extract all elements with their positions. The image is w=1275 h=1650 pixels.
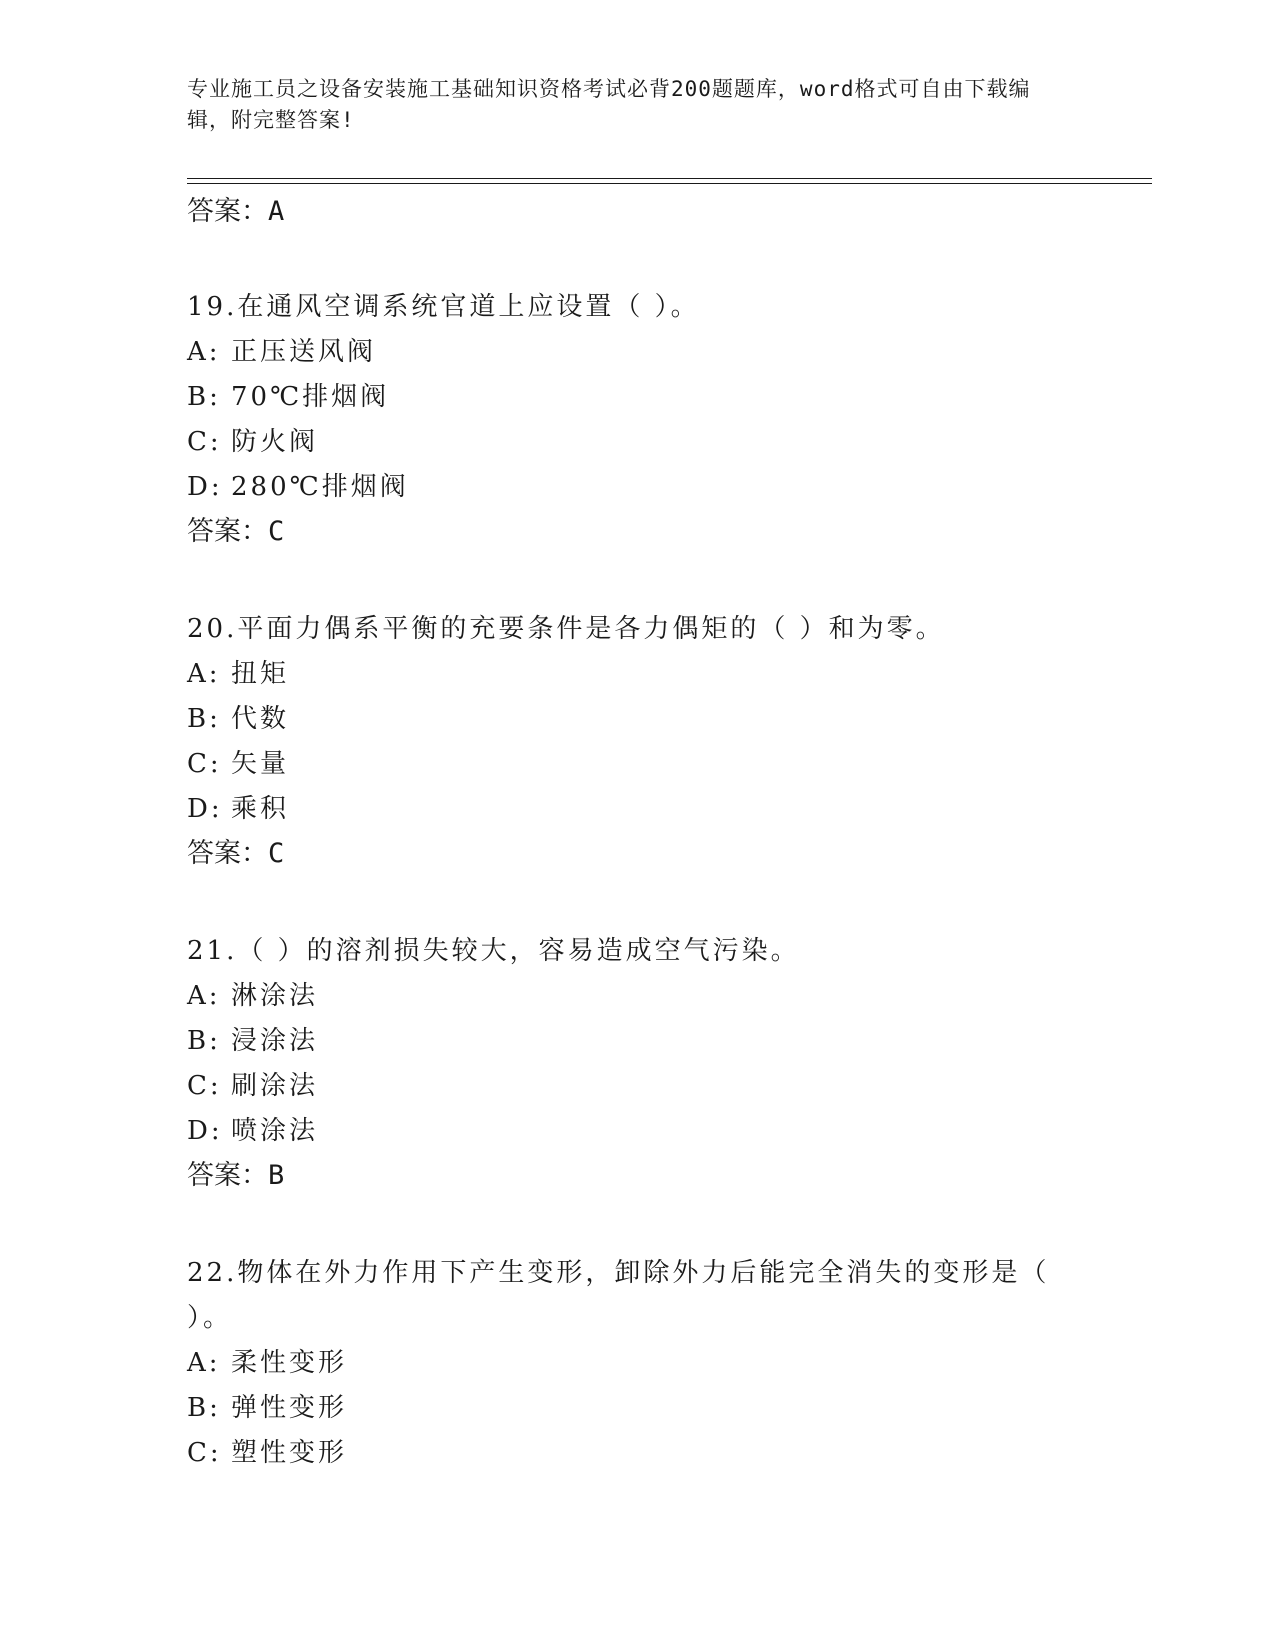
option-c (187, 1064, 1067, 1109)
option-text: 70℃排烟阀 (231, 382, 390, 412)
answer-label: 答案：C (187, 516, 285, 547)
document-title: 专业施工员之设备安装施工基础知识资格考试必背200题题库，word格式可自由下载编辑，附完整答案! (187, 77, 1031, 132)
option-a (187, 652, 1067, 697)
option-letter: B: (187, 382, 221, 412)
option-letter: A: (187, 1348, 221, 1378)
option-d (187, 465, 1067, 510)
option-letter: A: (187, 659, 221, 689)
option-letter: C: (187, 427, 222, 457)
option-a (187, 330, 1067, 375)
option-text: 刷涂法 (231, 1071, 319, 1101)
option-text: 280℃排烟阀 (231, 472, 409, 502)
header-divider-line (187, 178, 1152, 179)
option-c (187, 420, 1067, 465)
option-letter: A: (187, 337, 221, 367)
option-letter: B: (187, 1026, 221, 1056)
question-item (187, 1251, 1067, 1476)
option-a (187, 974, 1067, 1019)
option-b (187, 697, 1067, 742)
option-letter: D: (187, 1116, 223, 1146)
option-b (187, 1019, 1067, 1064)
option-letter: D: (187, 472, 223, 502)
option-d (187, 1109, 1067, 1154)
option-a (187, 1341, 1067, 1386)
question-item (187, 929, 1067, 1196)
option-letter: C: (187, 1438, 222, 1468)
option-text: 浸涂法 (231, 1026, 319, 1056)
option-text: 柔性变形 (231, 1348, 348, 1378)
option-c (187, 1431, 1067, 1476)
option-c (187, 742, 1067, 787)
option-text: 防火阀 (231, 427, 319, 457)
option-letter: B: (187, 1393, 221, 1423)
answer-label: 答案：B (187, 1160, 285, 1191)
question-text: 22.物体在外力作用下产生变形，卸除外力后能完全消失的变形是（ ）。 (187, 1258, 1050, 1333)
option-letter: D: (187, 794, 223, 824)
question-item (187, 285, 1067, 552)
option-letter: C: (187, 749, 222, 779)
question-text: 19.在通风空调系统官道上应设置（ ）。 (187, 292, 700, 322)
option-text: 淋涂法 (231, 981, 319, 1011)
question-text: 20.平面力偶系平衡的充要条件是各力偶矩的（ ）和为零。 (187, 614, 945, 644)
question-list (187, 186, 1067, 1476)
option-d (187, 787, 1067, 832)
option-letter: B: (187, 704, 221, 734)
option-text: 塑性变形 (231, 1438, 348, 1468)
option-letter: C: (187, 1071, 222, 1101)
option-b (187, 1386, 1067, 1431)
option-b (187, 375, 1067, 420)
header-divider-line-second (187, 183, 1152, 184)
option-letter: A: (187, 981, 221, 1011)
option-text: 喷涂法 (231, 1116, 319, 1146)
option-text: 矢量 (231, 749, 290, 779)
answer-label: 答案：A (187, 196, 285, 227)
option-text: 代数 (231, 704, 290, 734)
option-text: 乘积 (231, 794, 290, 824)
option-text: 正压送风阀 (231, 337, 377, 367)
question-text: 21.（ ）的溶剂损失较大，容易造成空气污染。 (187, 936, 800, 966)
option-text: 扭矩 (231, 659, 290, 689)
answer-label: 答案：C (187, 838, 285, 869)
question-item (187, 607, 1067, 874)
option-text: 弹性变形 (231, 1393, 348, 1423)
